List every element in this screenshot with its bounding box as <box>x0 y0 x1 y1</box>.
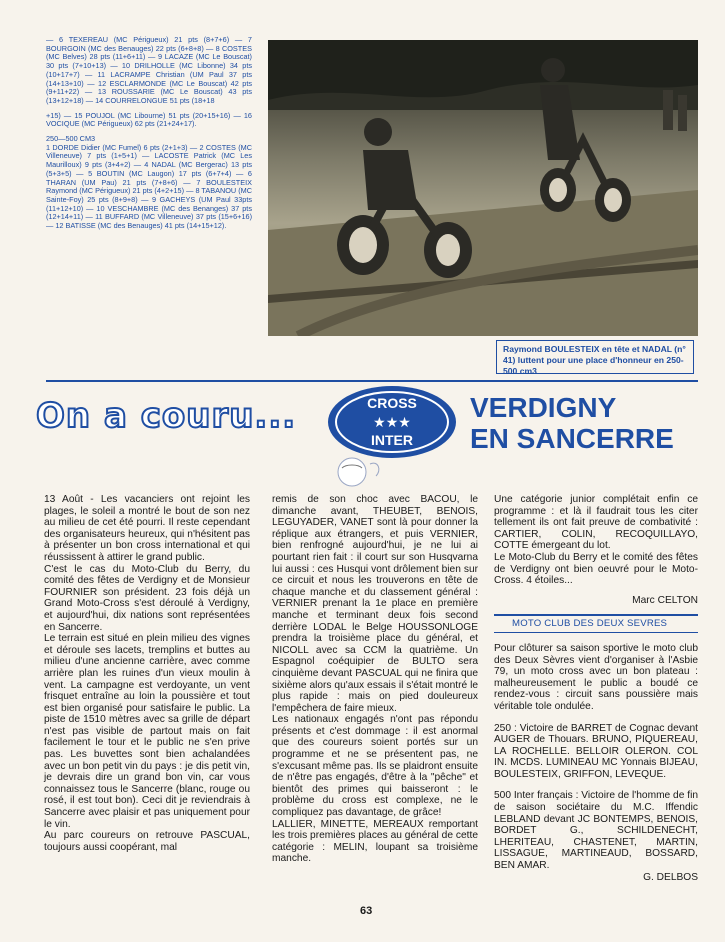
col1-para-4: Au parc coureurs on retrouve PASCUAL, toujours aussi coopérant, mal <box>44 830 250 853</box>
article-title <box>470 392 700 454</box>
col2-para-1: remis de son choc avec BACOU, le dimanche avant, THEUBET, BENOIS, LEGUYADER, VANET sont là pour donner la réplique aux étrangers, et puis VERNIER, bien renfrogné aujourd'hui, je ne lui ai pourtant rien fait : il court sur son Husqvarna lui aussi : ces Husqui vont drôlement bien sur ce circuit et nous les trouverons en tête de chaque manche et du classement général : VERNIER prenant la 1e place en première manche et terminant deux fois second derrière LODAL le Belge HOUSSONLOGE prendra la troisième place du général, et NICOLL avec sa CCM la quatrième. Un Espagnol coéquipier de BULTO sera cinquième devant PASCUAL qui ne finira que sixième alors qu'aux essais il s'était montré le plus rapide : mais on pied douleureux l'empêchera de faire mieux. <box>272 494 478 714</box>
results-list <box>46 36 252 237</box>
article-column-3 <box>494 494 698 883</box>
title-line1: VERDIGNY <box>470 392 617 423</box>
article-column-2 <box>272 494 478 865</box>
badge-line1: CROSS <box>367 395 417 411</box>
col1-para-1: 13 Août - Les vacanciers ont rejoint les plages, le soleil a montré le bout de son nez au milieu de cet été pourri. Il reste cependant des organisateurs heureux, qui n'hésitent pas à présenter un bon cross international et qui réussissent à attirer le grand public. <box>44 494 250 563</box>
col2-para-2: Les nationaux engagés n'ont pas répondu présents et c'est dommage : il est anormal que des coureurs soient portés sur un programme et ne se présentent pas, ne s'excusant même pas. Ils se plaidront ensuite de n'être pas engagés, d'être à la "pêche" et bientôt des primes qui baisseront : le problème du cross est complexe, ne le compliquez pas davantage, de grâce! <box>272 714 478 819</box>
class-heading: 250—500 CM3 <box>46 134 96 144</box>
col3-para-3: Pour clôturer sa saison sportive le moto club des Deux Sèvres vient d'organiser à l'Asbie 79, un moto cross avec un bon plateau : malheureusement le public a boudé ce rendez-vous : circuit sans poussière mais véritable tole ondulée. <box>494 642 698 712</box>
signature-delbos: G. DELBOS <box>643 871 698 883</box>
masthead <box>36 392 326 448</box>
col3-para-1: Une catégorie junior complétait enfin ce programme : et là il faudrait tous les citer tellement ils ont fait preuve de combativité : CARTIER, COLIN, RECOQUILLAYO, COTTE émergeant du lot. <box>494 494 698 552</box>
badge-stars: ★★★ <box>373 415 411 431</box>
photo-caption: Raymond BOULESTEIX en tête et NADAL (n° 41) luttent pour une place d'honneur en 250-500 cm3 <box>496 340 694 374</box>
page-number: 63 <box>360 905 373 917</box>
col3-para-5: 500 Inter français : Victoire de l'homme de fin de saison sociétaire du M.C. Iffendic LEBLAND devant JC BONTEMPS, BENOIS, BORDET G., SCHILDENECHT, LHERITEAU, CHASTENET, MARTIN, LISSAGUE, MARTINEAUD, BOSSARD, BEN AMAR. <box>494 790 698 872</box>
col3-para-4: 250 : Victoire de BARRET de Cognac devant AUGER de Thouars. BRUNO, PIQUEREAU, LA ROCHELLE. BELLOIR OLERON. COL IN. MCDS. LUMINEAU MC Yonnais BIJEAU, BOULESTEIX, GRIFFON, LEVEQUE. <box>494 722 698 780</box>
motocross-photo <box>268 40 698 336</box>
col2-para-3: LALLIER, MINETTE, MEREAUX remportant les trois premières places au général de cette catégorie : MELIN, loupant sa troisième manche. <box>272 818 478 865</box>
club-heading: MOTO CLUB DES DEUX SEVRES <box>494 614 698 633</box>
title-line2: EN SANCERRE <box>470 423 674 454</box>
col3-para-2: Le Moto-Club du Berry et le comité des fêtes de Verdigny ont bien oeuvré pour le Moto-Cross. 4 étoiles... <box>494 551 698 587</box>
section-rule <box>46 380 698 382</box>
results-part3: 1 DORDE Didier (MC Fumel) 6 pts (2+1+3) — 2 COSTES (MC Villeneuve) 7 pts (1+5+1) — LACOSTE Patrick (MC Les Maurilloux) 9 pts (3+4+2) — 4 NADAL (MC Bergerac) 13 pts (5+3+5) — 5 BOUTIN (MC Laugon) 17 pts (6+7+4) — 6 THARAN (UM Pau) 21 pts (7+8+6) — 7 BOULESTEIX Raymond (MC Périgueux) 21 pts (4+2+15) — 8 TABANOU (MC Sainte-Foy) 25 pts (8+9+8) — 9 GACHEYS (UM Paul 33pts (11+12+10) — 10 VESCHAMBRE (MC des Benanges) 37 pts (12+14+11) — 11 BUFFARD (MC Villeneuve) 37 pts (15+6+16) — 12 BATISSE (MC des Benauges) 41 pts (14+15+12). <box>46 142 252 231</box>
badge-line2: INTER <box>371 432 413 448</box>
masthead-text: On a couru... <box>36 396 297 436</box>
col1-para-3: Le terrain est situé en plein milieu des vignes et déroule ses lacets, tremplins et buttes au milieu d'une ancienne carrière, avec comme arrière plan les ruines d'un vieux moulin à vent. La campagne est verdoyante, un vent frisquet entraîne au loin la poussière et tout est bien organisé pour satisfaire le public. La piste de 1510 mètres avec sa grille de départ n'est pas visible de partout mais on fait facilement le tour et le public ne s'en prive pas. Les buvettes sont bien achalandées avec un bon petit vin du pays : je dis petit vin, je devrais dire un grand bon vin, car vous connaissez tous le Sancerre (blanc, rouge ou rosé, il est tout bon). Ceci dit je reviendrais à Sancerre avec plaisir et pas uniquement pour le vin. <box>44 633 250 830</box>
signature-celton: Marc CELTON <box>632 594 698 606</box>
cartoon-face-icon <box>330 452 390 492</box>
article-column-1 <box>44 494 250 853</box>
cross-inter-badge <box>326 384 458 460</box>
col1-para-2: C'est le cas du Moto-Club du Berry, du comité des fêtes de Verdigny et de Monsieur FOURNIER son président. 23 fois déjà un Grand Moto-Cross s'est déroulé à Verdigny, et aujourd'hui, dix nations sont représentées en Sancerre. <box>44 563 250 633</box>
results-part1: — 6 TEXEREAU (MC Périgueux) 21 pts (8+7+6) — 7 BOURGOIN (MC des Benauges) 22 pts (6+8+8) — 8 COSTES (MC Belves) 28 pts (11+6+11) — 9 LACAZE (MC Le Bouscat) 30 pts (7+10+13) — 10 DRILHOLLE (MC Libonne) 34 pts (10+17+7) — 11 LACRAMPE Christian (UM Paul 37 pts (14+13+10) — 12 ESCLARMONDE (MC Le Bouscat) 42 pts (9+11+22) — 13 ROUSSARIE (MC Le Bouscat) 43 pts (13+12+18) — 14 COURRELONGUE 51 pts (18+18 <box>46 35 252 105</box>
results-part2: +15) — 15 POUJOL (MC Libourne) 51 pts (20+15+16) — 16 VOCIQUE (MC Périgueux) 62 pts (21+24+17). <box>46 110 252 129</box>
